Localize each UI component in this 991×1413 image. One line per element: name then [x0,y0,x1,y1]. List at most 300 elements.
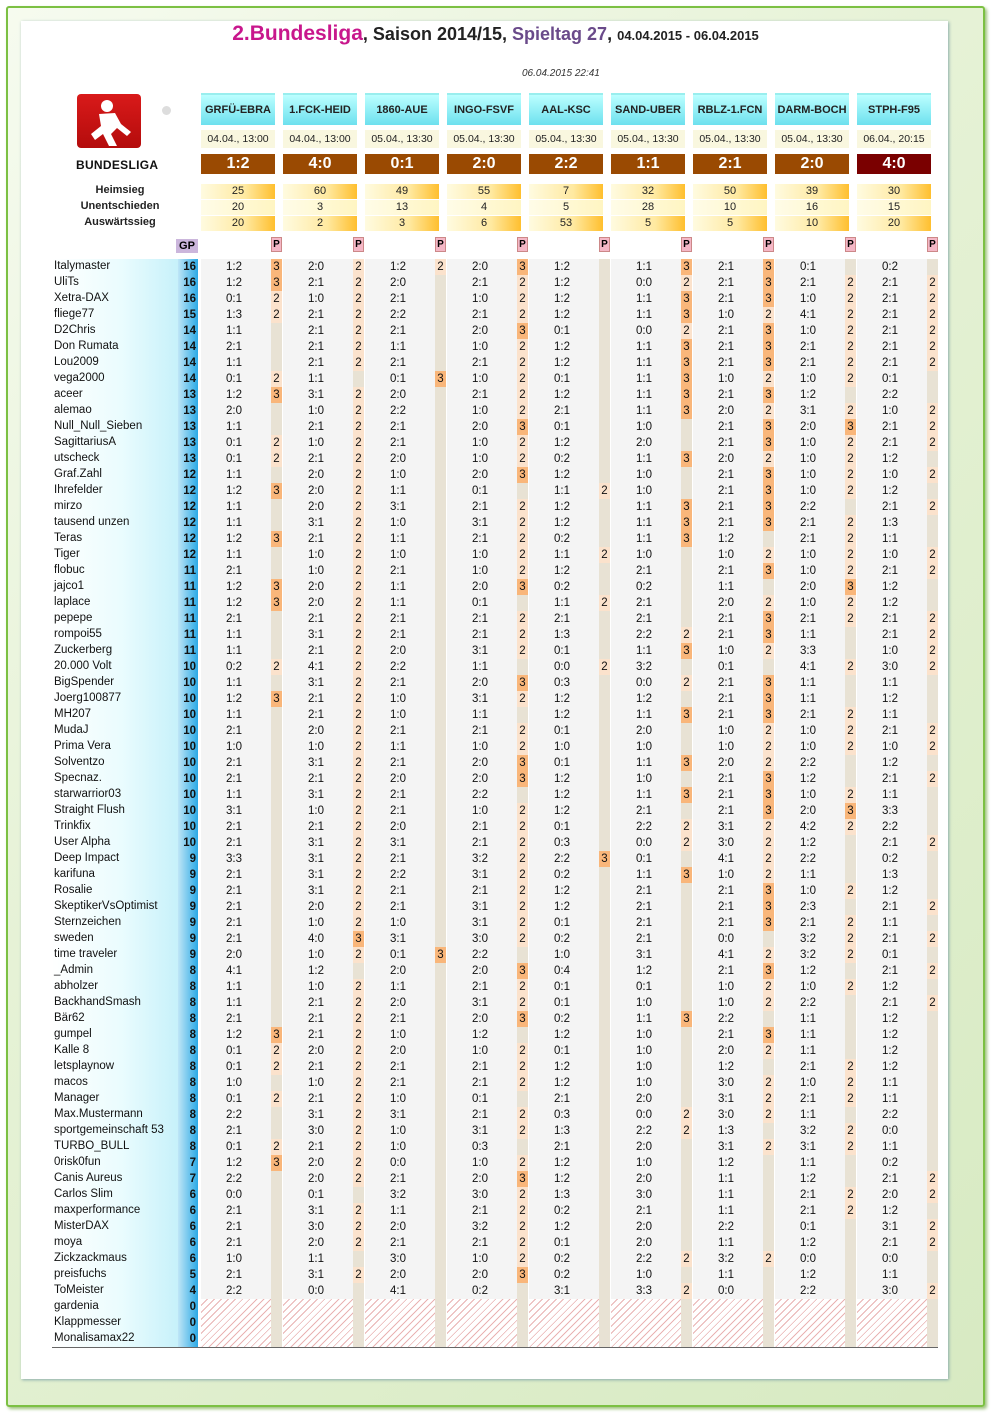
points-header: P [435,237,446,252]
tip-points [927,259,938,275]
tip: 1:1 [636,309,652,321]
player-points: 0 [189,1301,196,1313]
tip-points: 2 [681,1251,692,1267]
tip-points: 2 [599,595,610,611]
table-row [52,483,938,499]
tip: 3:0 [308,1125,324,1137]
table-row [52,595,938,611]
player-points: 8 [189,997,196,1009]
player-points: 9 [189,933,196,945]
player-points: 9 [189,853,196,865]
tip: 1:0 [800,469,816,481]
match-name: GRFÜ-EBRA [201,93,275,125]
tip-points: 3 [271,531,282,547]
player-name: abholzer [54,980,99,992]
tip: 0:0 [882,1253,898,1265]
tip-points: 2 [599,547,610,563]
table-row [52,1107,938,1123]
tip: 2:1 [390,1061,406,1073]
tip: 1:2 [554,357,570,369]
tip: 2:1 [718,629,734,641]
tip: 0:0 [718,933,734,945]
tip-points: 2 [353,1027,364,1043]
tip-points: 3 [763,483,774,499]
tip: 0:2 [554,1013,570,1025]
tip: 2:1 [226,1221,242,1233]
tip: 1:2 [882,1061,898,1073]
tip: 1:2 [554,293,570,305]
table-row [52,451,938,467]
tip-points: 2 [353,771,364,787]
tip: 2:1 [226,773,242,785]
tip-points: 2 [353,339,364,355]
tip: 1:2 [472,1029,488,1041]
tip-points: 2 [517,291,528,307]
tip-points: 2 [517,563,528,579]
tip: 3:3 [882,805,898,817]
tip-points: 2 [353,643,364,659]
tip: 0:1 [718,661,734,673]
tip-points [927,1011,938,1027]
tip: 1:1 [718,1237,734,1249]
table-row [52,435,938,451]
tip-points: 2 [845,979,856,995]
tip-points: 2 [271,1091,282,1107]
tip: 2:1 [718,693,734,705]
tip-points: 2 [845,515,856,531]
tip: 2:1 [472,1061,488,1073]
table-row [52,1171,938,1187]
home-win-count: 30 [857,184,931,199]
tip: 1:1 [718,581,734,593]
tip-points: 2 [353,275,364,291]
tip: 4:1 [308,661,324,673]
player-name: time traveler [54,948,118,960]
tip-points: 2 [845,707,856,723]
tip: 1:2 [882,485,898,497]
tip: 2:0 [308,1173,324,1185]
tip: 1:0 [472,293,488,305]
tip: 1:1 [718,1173,734,1185]
tip-points: 3 [681,707,692,723]
tip: 1:1 [390,741,406,753]
tip-points: 2 [353,835,364,851]
tip-points: 2 [517,371,528,387]
tip: 1:1 [636,389,652,401]
draw-count: 10 [693,200,767,215]
tip: 2:1 [390,677,406,689]
tip-points: 2 [353,355,364,371]
tip: 1:3 [226,309,242,321]
player-points: 12 [183,501,196,513]
tip-points: 2 [763,979,774,995]
tip: 1:2 [226,485,242,497]
tip-points: 2 [845,467,856,483]
tip: 2:1 [800,533,816,545]
tip: 2:1 [554,1141,570,1153]
tip: 2:1 [800,341,816,353]
tip: 3:2 [390,1189,406,1201]
tip-points: 2 [353,307,364,323]
tip-points: 2 [353,883,364,899]
player-name: Max.Mustermann [54,1108,143,1120]
tip: 1:0 [800,293,816,305]
table-row [52,547,938,563]
match-result: 4:0 [857,154,931,174]
tip: 3:1 [308,789,324,801]
tip: 2:1 [308,341,324,353]
tip-points: 3 [763,515,774,531]
tip: 2:1 [308,821,324,833]
tip: 1:2 [882,1045,898,1057]
table-row [52,387,938,403]
tip-points: 2 [763,947,774,963]
tip: 2:0 [472,1013,488,1025]
match-date: 05.04., 13:30 [447,130,521,148]
tip: 0:1 [554,325,570,337]
home-win-label: Heimsieg [95,184,145,196]
tip: 1:1 [636,533,652,545]
tip: 1:0 [882,549,898,561]
player-name: Zickzackmaus [54,1252,127,1264]
tip-points: 2 [517,499,528,515]
tip: 1:2 [800,389,816,401]
tip: 2:1 [390,437,406,449]
tip-points: 2 [927,467,938,483]
tip-points: 3 [845,803,856,819]
tip: 1:1 [390,485,406,497]
tip: 0:0 [636,1109,652,1121]
tip: 2:2 [636,1125,652,1137]
tip: 1:1 [308,373,324,385]
tip: 1:1 [718,1269,734,1281]
tip: 1:0 [718,373,734,385]
tip: 1:0 [636,485,652,497]
tip-points: 2 [599,659,610,675]
tip-points: 2 [517,355,528,371]
tip-points: 2 [517,1155,528,1171]
tip: 1:3 [554,629,570,641]
tip: 1:2 [554,517,570,529]
tip: 1:2 [636,965,652,977]
player-name: gumpel [54,1028,92,1040]
tip-points: 2 [763,307,774,323]
tip: 2:1 [882,933,898,945]
tip-points: 2 [763,851,774,867]
tip: 0:0 [882,1125,898,1137]
tip: 2:1 [226,933,242,945]
tip: 2:1 [882,309,898,321]
tip: 1:2 [226,1157,242,1169]
tip-points: 2 [517,835,528,851]
tip: 2:1 [226,869,242,881]
tip: 1:0 [472,373,488,385]
tip: 4:2 [800,821,816,833]
player-name: D2Chris [54,324,96,336]
tip: 1:2 [554,341,570,353]
tip: 1:1 [800,629,816,641]
tip: 0:1 [800,1221,816,1233]
tip: 2:1 [718,565,734,577]
player-name: Xetra-DAX [54,292,109,304]
table-row [52,1043,938,1059]
player-name: Bär62 [54,1012,85,1024]
tip-points: 3 [763,1027,774,1043]
tip: 1:0 [226,741,242,753]
tip: 1:1 [226,549,242,561]
tip: 1:2 [554,693,570,705]
tip-points: 2 [763,867,774,883]
tip: 3:1 [636,949,652,961]
player-points: 10 [183,757,196,769]
player-name: 0risk0fun [54,1156,101,1168]
tip-points [927,947,938,963]
player-name: jajco1 [54,580,85,592]
tip-points [927,387,938,403]
home-win-count: 32 [611,184,685,199]
table-row [52,1139,938,1155]
tip: 3:1 [472,901,488,913]
tip: 2:0 [390,821,406,833]
tip: 2:1 [472,533,488,545]
tip: 0:1 [882,373,898,385]
tip: 2:0 [718,757,734,769]
table-row [52,947,938,963]
points-header: P [271,237,282,252]
tip-points: 2 [353,1219,364,1235]
tip-points: 2 [927,275,938,291]
empty-tips-hatch [365,1299,435,1347]
table-row [52,403,938,419]
player-points: 11 [183,597,196,609]
player-points: 11 [183,645,196,657]
tip: 2:1 [718,341,734,353]
tip: 1:2 [554,261,570,273]
tip-points: 2 [763,403,774,419]
tip: 1:0 [718,741,734,753]
match-date: 05.04., 13:30 [775,130,849,148]
tip: 2:2 [718,1221,734,1233]
tip-points [927,595,938,611]
tip-points: 2 [763,547,774,563]
match-date: 06.04., 20:15 [857,130,931,148]
tip: 2:0 [308,725,324,737]
draw-count: 28 [611,200,685,215]
tip-points [927,691,938,707]
table-row [52,995,938,1011]
tip: 1:0 [308,1077,324,1089]
tip-points [927,675,938,691]
tip: 1:2 [882,1205,898,1217]
match-name: AAL-KSC [529,93,603,125]
tip: 0:1 [554,645,570,657]
tip: 2:1 [718,421,734,433]
tip: 2:1 [718,773,734,785]
player-points: 14 [183,325,196,337]
tip: 2:1 [636,917,652,929]
tip-points: 2 [271,307,282,323]
tip: 0:1 [554,757,570,769]
tip-points [927,1139,938,1155]
tip: 2:1 [882,629,898,641]
tip: 1:1 [882,789,898,801]
tip: 1:0 [636,421,652,433]
tip: 4:0 [308,933,324,945]
tip-points: 3 [763,915,774,931]
tip-points [927,1091,938,1107]
match-result: 2:0 [775,154,849,174]
table-row [52,915,938,931]
tip: 2:1 [472,629,488,641]
player-name: Manager [54,1092,100,1104]
tip: 2:1 [308,645,324,657]
tip: 2:0 [636,437,652,449]
match-result: 0:1 [365,154,439,174]
match-name: DARM-BOCH [775,93,849,125]
tip: 1:0 [636,549,652,561]
tip: 2:1 [718,789,734,801]
tip: 2:1 [718,1029,734,1041]
tip-points: 3 [681,451,692,467]
tip: 2:2 [800,997,816,1009]
player-points: 12 [183,485,196,497]
tip-points: 3 [681,355,692,371]
tip-points: 3 [763,675,774,691]
tip: 3:2 [800,949,816,961]
table-row [52,1011,938,1027]
tip-points: 3 [763,467,774,483]
player-points: 13 [183,405,196,417]
tip: 3:1 [472,645,488,657]
player-name: fliege77 [54,308,95,320]
tip: 2:2 [390,661,406,673]
tip-points: 3 [681,371,692,387]
tip: 3:1 [308,885,324,897]
player-points: 6 [189,1189,196,1201]
tip-points: 2 [763,1043,774,1059]
tip-points: 2 [845,883,856,899]
tip: 0:1 [226,373,242,385]
date-range: 04.04.2015 - 06.04.2015 [617,28,759,43]
tip: 0:2 [882,261,898,273]
tip: 0:2 [554,1269,570,1281]
tip: 1:1 [226,325,242,337]
tip: 2:1 [882,997,898,1009]
tip: 1:0 [800,789,816,801]
table-row [52,963,938,979]
tip: 2:0 [390,1221,406,1233]
tip: 3:1 [800,1141,816,1153]
tip: 1:0 [308,981,324,993]
tip-points [927,707,938,723]
player-points: 7 [189,1157,196,1169]
tip: 2:0 [308,1045,324,1057]
tip-points: 3 [517,1267,528,1283]
tip: 1:0 [472,1157,488,1169]
tip: 3:1 [472,997,488,1009]
tip-points: 2 [763,739,774,755]
tip: 2:1 [636,933,652,945]
tip-points: 2 [845,323,856,339]
tip: 0:1 [308,1189,324,1201]
tip: 3:0 [882,1285,898,1297]
tip: 1:0 [472,437,488,449]
tip: 1:2 [226,533,242,545]
tip: 2:1 [718,901,734,913]
tip: 2:1 [226,1013,242,1025]
tip-points: 2 [353,915,364,931]
tip: 1:2 [882,1029,898,1041]
away-win-count: 53 [529,216,603,231]
tip-points: 2 [353,1267,364,1283]
tip: 2:1 [636,565,652,577]
tip: 0:0 [390,1157,406,1169]
tip: 3:2 [800,933,816,945]
tip: 2:1 [718,437,734,449]
tip: 2:0 [472,581,488,593]
tip-points: 3 [681,515,692,531]
tip: 2:1 [472,821,488,833]
tip: 3:2 [472,853,488,865]
player-name: karifuna [54,868,95,880]
tip: 2:1 [718,261,734,273]
player-name: vega2000 [54,372,105,384]
draw-count: 3 [283,200,357,215]
player-name: Specnaz. [54,772,102,784]
tip: 3:1 [472,1125,488,1137]
tip: 2:0 [308,597,324,609]
tip-points: 2 [845,547,856,563]
tip: 3:1 [308,757,324,769]
tip: 2:0 [308,469,324,481]
tip: 2:1 [554,1093,570,1105]
player-name: tausend unzen [54,516,130,528]
tip: 1:0 [636,1029,652,1041]
tip: 0:2 [554,1253,570,1265]
tip-points: 2 [517,979,528,995]
tip: 1:2 [554,805,570,817]
tip-points: 2 [845,371,856,387]
tip-points: 2 [517,867,528,883]
tip: 0:2 [226,661,242,673]
tip: 2:2 [800,501,816,513]
tip: 3:1 [472,693,488,705]
tip: 1:1 [226,517,242,529]
tip-points: 2 [927,1219,938,1235]
tip: 0:1 [472,1093,488,1105]
player-name: Monalisamax22 [54,1332,135,1344]
tip-points: 2 [517,403,528,419]
tip: 3:1 [308,677,324,689]
tip: 2:0 [308,1157,324,1169]
tip: 0:2 [472,1285,488,1297]
tip: 2:2 [390,309,406,321]
tip-points: 2 [763,595,774,611]
tip: 2:1 [718,469,734,481]
tip-points: 2 [681,675,692,691]
tip: 1:2 [554,501,570,513]
tip-points: 3 [681,307,692,323]
tip: 2:1 [882,325,898,337]
tip: 2:2 [472,949,488,961]
tip: 2:0 [390,1269,406,1281]
tip: 3:3 [636,1285,652,1297]
player-name: Canis Aureus [54,1172,123,1184]
tip: 2:0 [718,597,734,609]
table-row [52,1155,938,1171]
tip: 1:1 [800,1045,816,1057]
tip: 1:2 [308,965,324,977]
